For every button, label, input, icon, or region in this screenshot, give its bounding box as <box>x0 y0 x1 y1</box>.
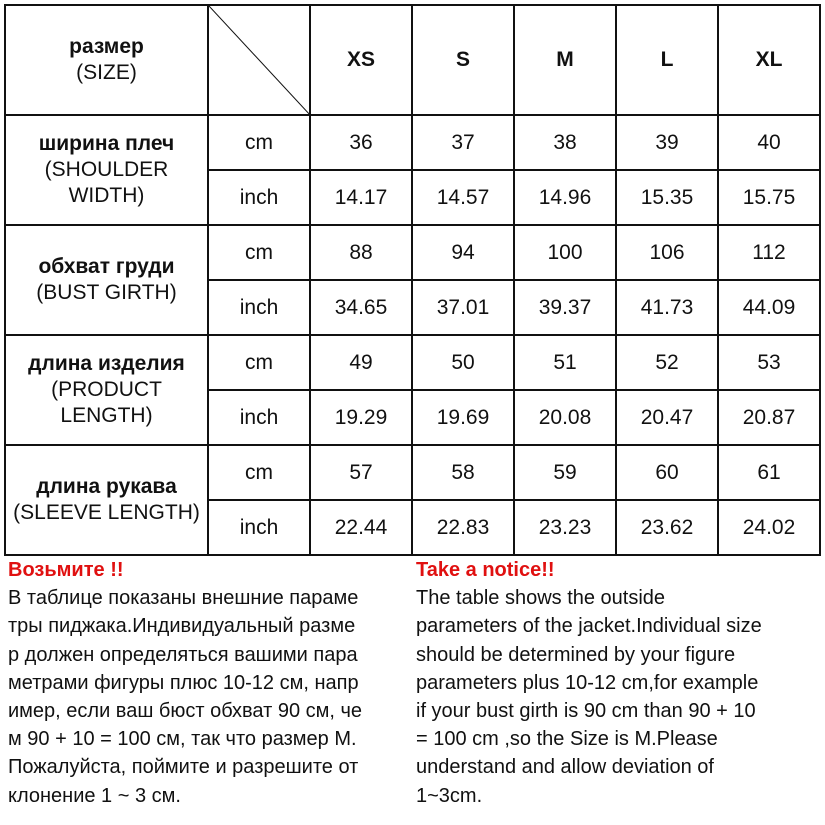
measurement-row <box>5 335 820 390</box>
value-cell: 112 <box>718 225 820 280</box>
notice-ru-line: клонение 1 ~ 3 см. <box>8 784 181 807</box>
notice-ru-line: тры пиджака.Индивидуальный разме <box>8 615 356 638</box>
value-cell: 22.44 <box>310 500 412 555</box>
notice-ru-line: м 90 + 10 = 100 см, так что размер M. <box>8 728 357 751</box>
value-cell: 41.73 <box>616 280 718 335</box>
value-cell: 39 <box>616 115 718 170</box>
parameter-name-en: (SHOULDER WIDTH) <box>44 158 169 207</box>
value-cell: 51 <box>514 335 616 390</box>
notice-en <box>416 556 821 810</box>
value-cell: 60 <box>616 445 718 500</box>
notice-ru <box>8 556 408 810</box>
parameter-cell <box>5 115 208 225</box>
size-col-header: L <box>616 5 718 115</box>
parameter-name-ru: длина изделия <box>28 352 185 375</box>
notice-en-title: Take a notice!! <box>416 559 555 581</box>
value-cell: 37 <box>412 115 514 170</box>
value-cell: 20.08 <box>514 390 616 445</box>
value-cell: 23.62 <box>616 500 718 555</box>
size-label-en: (SIZE) <box>76 61 137 84</box>
parameter-name-ru: длина рукава <box>36 475 177 498</box>
value-cell: 61 <box>718 445 820 500</box>
notice-en-line: 1~3cm. <box>416 784 483 807</box>
value-cell: 37.01 <box>412 280 514 335</box>
notice-ru-line: имер, если ваш бюст обхват 90 см, че <box>8 700 363 723</box>
value-cell: 19.69 <box>412 390 514 445</box>
measurement-row <box>5 115 820 170</box>
value-cell: 59 <box>514 445 616 500</box>
diagonal-divider <box>209 6 311 116</box>
parameter-cell <box>5 225 208 335</box>
value-cell: 14.96 <box>514 170 616 225</box>
notice-en-line: The table shows the outside <box>416 587 666 610</box>
value-cell: 38 <box>514 115 616 170</box>
unit-cell: cm <box>208 115 310 170</box>
value-cell: 58 <box>412 445 514 500</box>
notice-ru-title: Возьмите !! <box>8 559 124 581</box>
size-col-header: XL <box>718 5 820 115</box>
notice-en-line: parameters plus 10-12 cm,for example <box>416 671 759 694</box>
size-table <box>4 4 821 556</box>
notice-en-line: should be determined by your figure <box>416 643 736 666</box>
unit-cell: cm <box>208 445 310 500</box>
unit-cell: cm <box>208 335 310 390</box>
notice-ru-line: р должен определяться вашими пара <box>8 643 358 666</box>
unit-cell: inch <box>208 170 310 225</box>
size-header-cell <box>5 5 208 115</box>
size-col-header: S <box>412 5 514 115</box>
notice-ru-line: В таблице показаны внешние параме <box>8 587 359 610</box>
notice-section <box>8 556 819 818</box>
value-cell: 39.37 <box>514 280 616 335</box>
notice-en-line: if your bust girth is 90 cm than 90 + 10 <box>416 700 756 723</box>
size-col-header: XS <box>310 5 412 115</box>
corner-cell <box>208 5 310 115</box>
unit-cell: cm <box>208 225 310 280</box>
notice-en-line: parameters of the jacket.Individual size <box>416 615 762 638</box>
unit-cell: inch <box>208 500 310 555</box>
value-cell: 44.09 <box>718 280 820 335</box>
value-cell: 14.17 <box>310 170 412 225</box>
parameter-name-ru: ширина плеч <box>38 132 175 155</box>
measurement-row <box>5 225 820 280</box>
size-col-header: M <box>514 5 616 115</box>
value-cell: 40 <box>718 115 820 170</box>
value-cell: 34.65 <box>310 280 412 335</box>
notice-ru-line: Пожалуйста, поймите и разрешите от <box>8 756 359 779</box>
value-cell: 49 <box>310 335 412 390</box>
size-chart <box>4 4 821 556</box>
value-cell: 36 <box>310 115 412 170</box>
value-cell: 88 <box>310 225 412 280</box>
value-cell: 94 <box>412 225 514 280</box>
parameter-cell <box>5 445 208 555</box>
notice-en-line: understand and allow deviation of <box>416 756 714 779</box>
value-cell: 20.47 <box>616 390 718 445</box>
value-cell: 23.23 <box>514 500 616 555</box>
parameter-name-en: (PRODUCT LENGTH) <box>51 378 162 427</box>
value-cell: 15.35 <box>616 170 718 225</box>
parameter-cell <box>5 335 208 445</box>
parameter-name-ru: обхват груди <box>38 255 175 278</box>
notice-en-line: = 100 cm ,so the Size is M.Please <box>416 728 718 751</box>
value-cell: 22.83 <box>412 500 514 555</box>
unit-cell: inch <box>208 280 310 335</box>
header-row <box>5 5 820 115</box>
value-cell: 14.57 <box>412 170 514 225</box>
parameter-name-en: (BUST GIRTH) <box>36 281 177 304</box>
measurement-row <box>5 445 820 500</box>
value-cell: 24.02 <box>718 500 820 555</box>
value-cell: 53 <box>718 335 820 390</box>
value-cell: 106 <box>616 225 718 280</box>
value-cell: 52 <box>616 335 718 390</box>
value-cell: 50 <box>412 335 514 390</box>
value-cell: 19.29 <box>310 390 412 445</box>
size-label-ru: размер <box>69 35 144 58</box>
value-cell: 20.87 <box>718 390 820 445</box>
value-cell: 100 <box>514 225 616 280</box>
unit-cell: inch <box>208 390 310 445</box>
notice-ru-line: метрами фигуры плюс 10-12 см, напр <box>8 671 359 694</box>
value-cell: 15.75 <box>718 170 820 225</box>
parameter-name-en: (SLEEVE LENGTH) <box>13 501 200 524</box>
value-cell: 57 <box>310 445 412 500</box>
